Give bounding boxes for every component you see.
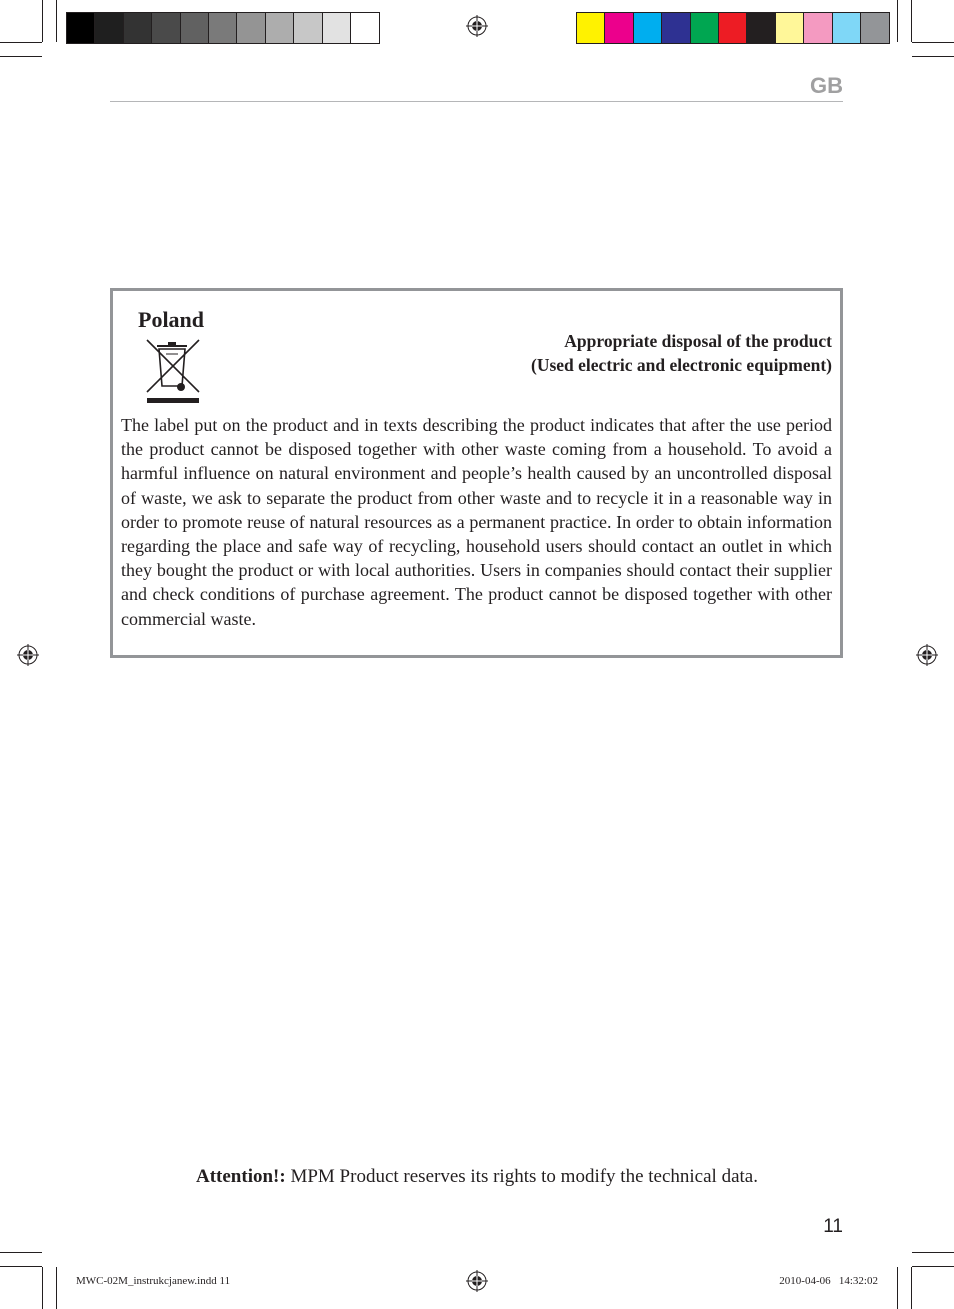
color-swatch — [719, 13, 747, 43]
crop-mark — [897, 0, 898, 42]
country-title: Poland — [138, 307, 205, 332]
crop-mark — [56, 0, 57, 42]
crop-mark — [912, 1252, 954, 1253]
language-code: GB — [810, 73, 843, 98]
grayscale-swatch — [209, 13, 237, 43]
color-swatch — [577, 13, 605, 43]
crop-mark — [0, 42, 42, 43]
crossed-out-wheelie-bin-icon — [141, 336, 203, 404]
slug-file-name: MWC-02M_instrukcjanew.indd 11 — [76, 1275, 231, 1287]
disposal-body-text: The label put on the product and in texts describing the product indicates that after the use period the product cannot be disposed together with other waste coming from a household. To avoid a harmful influence on natural environment and people’s health caused by an uncontrolled disposal of waste, we ask to separate the product from other waste and to recycle it in a reasonable way in order to promote reuse of natural resources as a permanent practice. In order to obtain information regarding the place and safe way of recycling, household users should contact an outlet in which they bought the product or with local authorities. Users in companies should contact their supplier and check conditions of purchase agreement. The product cannot be disposed together with other commercial waste. — [121, 415, 832, 629]
crop-mark — [0, 1266, 42, 1267]
disposal-heading — [531, 329, 832, 377]
grayscale-swatch — [95, 13, 123, 43]
color-swatch — [691, 13, 719, 43]
attention-label: Attention!: — [196, 1166, 286, 1187]
registration-mark-icon — [466, 15, 488, 37]
crop-mark — [0, 1252, 42, 1253]
slug-datetime: 2010-04-06 14:32:02 — [779, 1275, 878, 1287]
crop-mark — [911, 0, 912, 42]
crop-mark — [911, 1267, 912, 1309]
grayscale-swatch — [266, 13, 294, 43]
header-rule — [110, 101, 843, 102]
grayscale-color-bar — [66, 12, 380, 44]
crop-mark — [897, 1267, 898, 1309]
disposal-heading-line2: (Used electric and electronic equipment) — [531, 355, 832, 375]
color-swatch — [776, 13, 804, 43]
color-swatch — [861, 13, 889, 43]
crop-mark — [912, 56, 954, 57]
attention-text: MPM Product reserves its rights to modify the technical data. — [285, 1166, 758, 1187]
attention-note — [0, 1166, 954, 1188]
crop-mark — [56, 1267, 57, 1309]
color-swatch — [804, 13, 832, 43]
color-swatch — [662, 13, 690, 43]
crop-mark — [0, 56, 42, 57]
grayscale-swatch — [294, 13, 322, 43]
grayscale-swatch — [351, 13, 379, 43]
registration-mark-icon — [916, 644, 938, 666]
grayscale-swatch — [181, 13, 209, 43]
disposal-heading-line1: Appropriate disposal of the product — [564, 331, 832, 351]
crop-mark — [912, 1266, 954, 1267]
registration-mark-icon — [17, 644, 39, 666]
color-swatch — [747, 13, 775, 43]
page-number: 11 — [823, 1216, 843, 1237]
crop-mark — [912, 42, 954, 43]
grayscale-swatch — [152, 13, 180, 43]
weee-disposal-box — [110, 288, 843, 658]
registration-mark-icon — [466, 1270, 488, 1292]
grayscale-swatch — [323, 13, 351, 43]
process-color-bar — [576, 12, 890, 44]
grayscale-swatch — [237, 13, 265, 43]
grayscale-swatch — [124, 13, 152, 43]
color-swatch — [833, 13, 861, 43]
crop-mark — [42, 1267, 43, 1309]
color-swatch — [634, 13, 662, 43]
crop-mark — [42, 0, 43, 42]
grayscale-swatch — [67, 13, 95, 43]
color-swatch — [605, 13, 633, 43]
